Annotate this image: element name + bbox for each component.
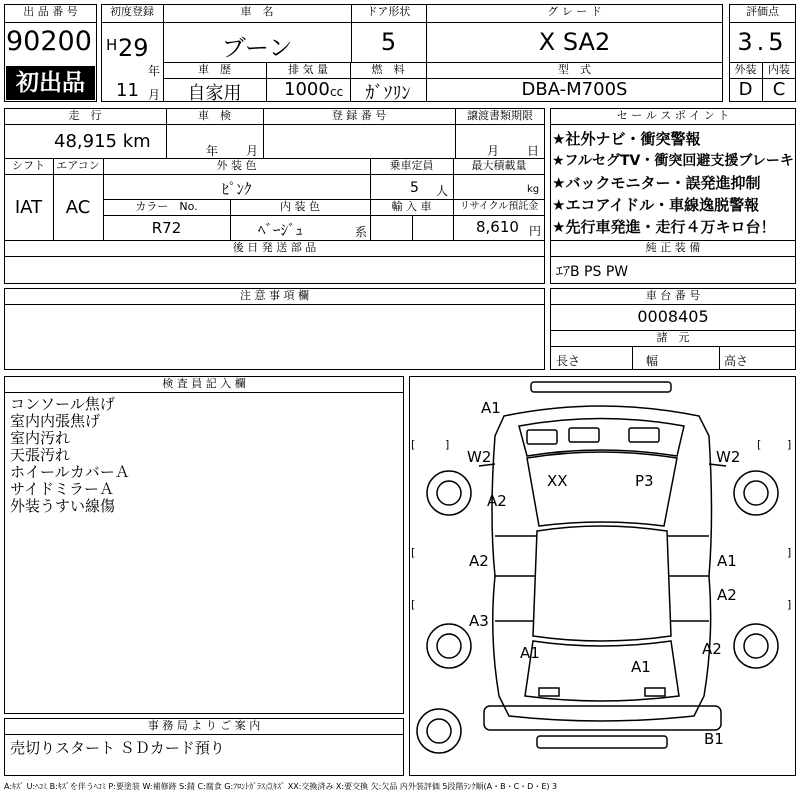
transfer-month-unit: 月 [487,144,500,158]
lot-label: 出 品 番 号 [23,5,78,18]
displacement-label: 排 気 量 [288,63,328,76]
mark-door-rear-right: A2 [717,586,737,604]
load-label: 最大積載量 [471,159,527,172]
inspector-note-4: 天張汚れ [10,446,71,464]
svg-text:[: [ [411,438,416,451]
later-parts-label: 後 日 発 送 部 品 [232,241,317,254]
model-value: DBA-M700S [521,79,628,100]
inspector-note-5: ホイールカバーＡ [10,463,130,481]
fuel-value: ｶﾞｿﾘﾝ [365,83,411,104]
mark-door-rear-left: A3 [469,612,489,630]
legend-text: A:ｷｽﾞ U:ﾍｺﾐ B:ｷｽﾞを伴うﾍｺﾐ P:要塗装 W:補修跡 S:錆 C:腐食 G:ﾌﾛﾝﾄｶﾞﾗｽ点ｷｽﾞ XX:交換済み X:要交換 欠:欠品 内外装評価 5段階ﾗﾝｸ順(A・B・C・D・E) 3 [4,782,558,791]
score-ext-value: D [738,79,753,100]
dimensions-height: 高さ [724,354,749,368]
history-label: 車 歴 [198,63,231,76]
color-no-value: R72 [151,219,182,237]
aircon-value: AC [65,197,91,218]
dimensions-label: 諸 元 [656,331,690,344]
capacity-value: 5 [410,180,419,196]
recycle-value: 8,610 [476,218,519,236]
sales-point-4: ★エコアイドル・車線逸脱警報 [552,196,760,214]
sales-points-label: セ ー ル ス ポ イ ン ト [616,109,730,122]
mark-rear-bumper: B1 [704,730,724,748]
dimensions-width: 幅 [646,354,659,368]
plate-label: 登 録 番 号 [331,109,387,122]
score-int-value: C [772,79,786,100]
svg-text:]: ] [787,598,792,611]
inspector-note-2: 室内内張焦げ [10,412,101,430]
history-value: 自家用 [187,83,242,104]
office-value: 売切りスタート ＳＤカード預り [10,739,225,757]
inspector-note-6: サイドミラーＡ [10,480,114,498]
mark-hood-left: XX [547,472,568,490]
registration-era: H [106,36,118,54]
score-value: 3.5 [737,28,788,56]
sales-point-1: ★社外ナビ・衝突警報 [552,130,701,148]
inspector-label: 検 査 員 記 入 欄 [162,377,246,390]
registration-year-unit: 年 [148,64,161,78]
mileage-label: 走 行 [68,109,102,122]
inspection-month-unit: 月 [246,144,259,158]
import-label: 輸 入 車 [391,200,432,213]
ext-color-value: ﾋﾟﾝｸ [221,180,252,198]
mark-hood-right: P3 [635,472,654,490]
registration-month: 11 [116,80,139,101]
inspector-note-7: 外装うすい線傷 [10,497,116,515]
car-name-label: 車 名 [240,5,274,18]
shift-label: シフト [12,159,45,172]
int-color-value: ﾍﾞｰｼﾞｭ [258,221,304,239]
sales-point-2: ★フルセグTV・衝突回避支援ブレーキ [552,153,794,169]
car-name-value: ブーン [221,34,293,62]
equipment-value: ｴｱB PS PW [556,264,629,280]
mark-door-front-right: A1 [717,552,737,570]
mark-w2-right: W2 [716,448,741,466]
mileage-value: 48,915 km [54,131,151,152]
svg-text:[: [ [411,546,416,559]
score-ext-label: 外装 [734,63,757,76]
mark-quarter-left: A1 [520,644,540,662]
office-label: 事 務 局 よ り ご 案 内 [147,719,261,732]
int-color-label: 内 装 色 [280,200,320,213]
car-diagram [409,376,796,776]
inspection-label: 車 検 [198,109,231,122]
caution-label: 注 意 事 項 欄 [240,289,309,302]
sales-point-5: ★先行車発進・走行４万キロ台！ [552,218,776,236]
mark-rear-center: A1 [631,658,651,676]
displacement-unit: cc [330,85,344,99]
capacity-unit: 人 [436,184,449,198]
fuel-label: 燃 料 [371,63,405,76]
svg-text:[: [ [757,438,762,451]
score-label: 評価点 [746,5,779,18]
svg-text:[: [ [411,598,416,611]
ext-color-label: 外 装 色 [216,159,257,172]
doors-label: ドア形状 [366,5,411,18]
dimensions-length: 長さ [556,354,581,368]
load-unit: kg [527,184,540,195]
sales-point-3: ★バックモニター・誤発進抑制 [552,174,761,192]
transfer-day-unit: 日 [527,144,540,158]
mark-front: A1 [481,399,501,417]
mark-w2-left: W2 [467,448,492,466]
doors-value: 5 [380,28,397,56]
transfer-label: 譲渡書類期限 [467,109,533,122]
capacity-label: 乗車定員 [389,159,434,172]
color-no-label: カラー No. [135,200,198,213]
aircon-label: エアコン [56,159,100,172]
grade-label: グ レ ー ド [547,5,602,18]
score-int-label: 内装 [768,63,790,76]
inspector-note-3: 室内汚れ [10,429,71,447]
grade-value: X SA2 [538,28,611,56]
mark-door-front-left: A2 [469,552,489,570]
registration-label: 初度登録 [110,5,154,18]
recycle-unit: 円 [529,224,542,238]
recycle-label: リサイクル預託金 [459,201,539,212]
chassis-label: 車 台 番 号 [645,289,701,302]
first-listing-badge: 初出品 [6,66,95,100]
mark-fender-left: A2 [487,492,507,510]
registration-year: 29 [118,34,149,62]
svg-text:]: ] [445,438,450,451]
shift-value: IAT [14,197,43,218]
svg-text:]: ] [787,438,792,451]
model-label: 型 式 [558,63,591,76]
equipment-label: 純 正 装 備 [645,241,701,254]
chassis-value: 0008405 [637,307,709,326]
displacement-value: 1000 [284,79,330,100]
lot-number: 90200 [6,26,92,57]
svg-text:]: ] [787,546,792,559]
mark-quarter-right: A2 [702,640,722,658]
inspection-year-unit: 年 [206,144,219,158]
registration-month-unit: 月 [148,88,161,102]
int-color-unit: 系 [355,225,368,239]
inspector-note-1: コンソール焦げ [10,395,115,413]
